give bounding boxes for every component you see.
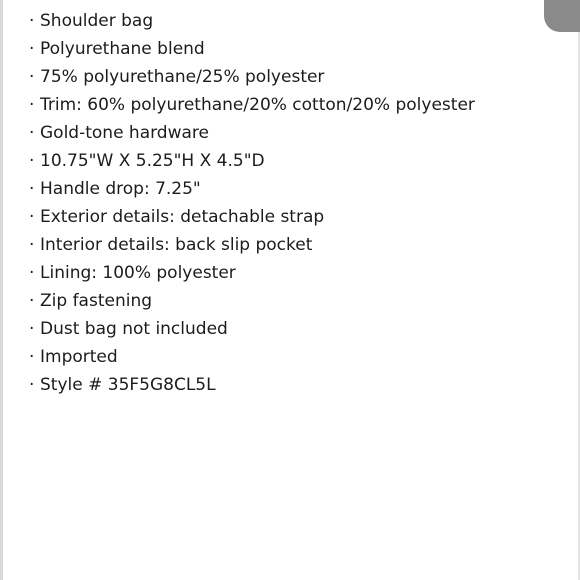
product-details-list bbox=[29, 8, 475, 400]
bullet-dot-icon: · bbox=[29, 123, 35, 143]
list-item-text: Dust bag not included bbox=[40, 319, 228, 339]
bullet-dot-icon: · bbox=[29, 291, 35, 311]
list-item-text: Gold-tone hardware bbox=[40, 123, 209, 143]
list-item-text: Interior details: back slip pocket bbox=[40, 235, 313, 255]
list-item bbox=[29, 148, 475, 176]
list-item bbox=[29, 92, 475, 120]
list-item-text: Exterior details: detachable strap bbox=[40, 207, 325, 227]
list-item bbox=[29, 344, 475, 372]
list-item bbox=[29, 64, 475, 92]
list-item bbox=[29, 176, 475, 204]
list-item bbox=[29, 8, 475, 36]
list-item-text: 10.75"W X 5.25"H X 4.5"D bbox=[40, 151, 265, 171]
bullet-dot-icon: · bbox=[29, 95, 35, 115]
list-item bbox=[29, 204, 475, 232]
list-item bbox=[29, 316, 475, 344]
bullet-dot-icon: · bbox=[29, 39, 35, 59]
list-item-text: Shoulder bag bbox=[40, 11, 154, 31]
list-item-text: Handle drop: 7.25" bbox=[40, 179, 201, 199]
list-item bbox=[29, 120, 475, 148]
bullet-dot-icon: · bbox=[29, 347, 35, 367]
list-item-text: 75% polyurethane/25% polyester bbox=[40, 67, 325, 87]
list-item bbox=[29, 288, 475, 316]
list-item-text: Lining: 100% polyester bbox=[40, 263, 236, 283]
bullet-dot-icon: · bbox=[29, 151, 35, 171]
bullet-dot-icon: · bbox=[29, 319, 35, 339]
list-item bbox=[29, 232, 475, 260]
bullet-dot-icon: · bbox=[29, 67, 35, 87]
list-item bbox=[29, 372, 475, 400]
list-item-text: Style # 35F5G8CL5L bbox=[40, 375, 216, 395]
list-item-text: Polyurethane blend bbox=[40, 39, 205, 59]
bullet-dot-icon: · bbox=[29, 11, 35, 31]
list-item-text: Imported bbox=[40, 347, 118, 367]
bullet-dot-icon: · bbox=[29, 179, 35, 199]
list-item-text: Zip fastening bbox=[40, 291, 153, 311]
bullet-dot-icon: · bbox=[29, 207, 35, 227]
list-item bbox=[29, 36, 475, 64]
corner-tab[interactable] bbox=[544, 0, 580, 32]
bullet-dot-icon: · bbox=[29, 375, 35, 395]
list-item-text: Trim: 60% polyurethane/20% cotton/20% polyester bbox=[40, 95, 475, 115]
bullet-dot-icon: · bbox=[29, 235, 35, 255]
panel-left-border bbox=[0, 0, 3, 580]
bullet-dot-icon: · bbox=[29, 263, 35, 283]
list-item bbox=[29, 260, 475, 288]
